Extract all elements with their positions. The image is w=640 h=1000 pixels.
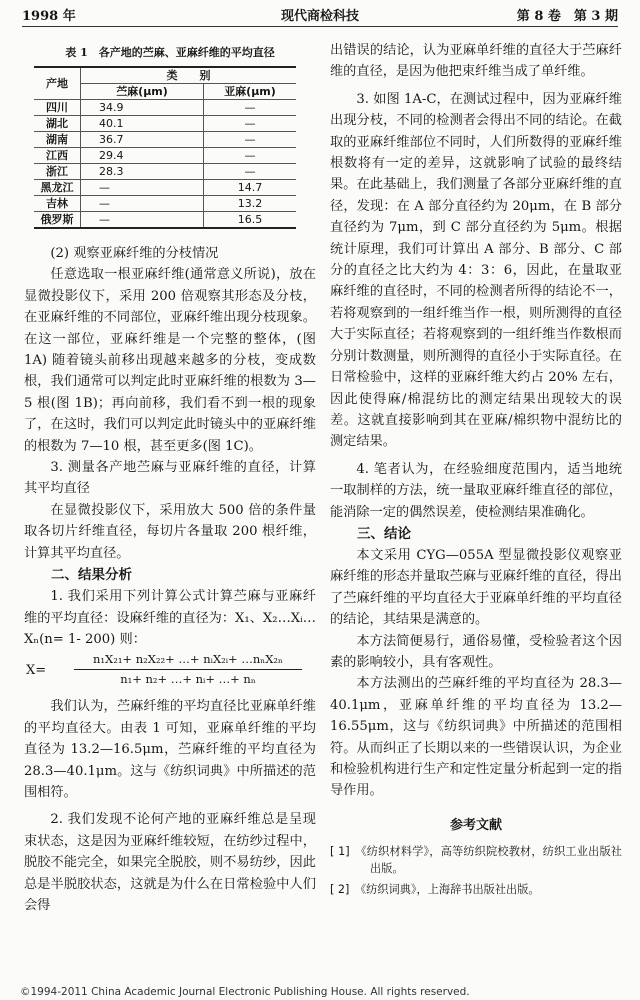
table-row: 黑龙江 — 14.7 xyxy=(34,180,296,196)
section-heading: 二、结果分析 xyxy=(51,567,132,584)
table-row: 俄罗斯 — 16.5 xyxy=(34,212,296,229)
header-issue: 第 8 卷 第 3 期 xyxy=(516,9,618,24)
table-head-origin: 产地 xyxy=(34,67,81,100)
body-paragraph: 任意选取一根亚麻纤维(通常意义所说)，放在显微投影仪下，采用 200 倍观察其形态及分枝，在亚麻纤维的不同部位，亚麻纤维出现分枝现象。在这一部位，亚麻纤维是一个完整的整体，(图 1A) 随着镜头前移出现越来越多的分枝，变成数根，我们通常可以判定此时亚麻纤维的根数为 3—5 根(图 1B)；再向前移，我们看不到一根的现象了，在这时，我们可以判定此时镜头中的亚麻纤维的根数为 7—10 根，甚至更多(图 1C)。 xyxy=(24,267,316,454)
formula-denominator: n₁+ n₂+ …+ nᵢ+ …+ nₙ xyxy=(120,672,256,687)
table-head-category: 类 别 xyxy=(81,67,297,84)
header-rule xyxy=(22,26,618,27)
numbered-item: 4. 笔者认为，在经验细度范围内，适当地统一取制样的方法，统一量取亚麻纤维直径的部位，能消除一定的偶然误差，使检测结果准确化。 xyxy=(330,461,622,520)
table-caption: 表 1 各产地的苎麻、亚麻纤维的平均直径 xyxy=(65,46,275,59)
reference-item: [ 2] 《纺织词典》，上海辞书出版社出版。 xyxy=(330,882,540,896)
header-journal: 现代商检科技 xyxy=(280,9,359,24)
reference-item: [ 1] 《纺织材料学》，高等纺织院校教材，纺织工业出版社出版。 xyxy=(330,844,622,875)
numbered-item: 2. 我们发现不论何产地的亚麻纤维总是呈现束状态，这是因为亚麻纤维较短，在纺纱过程中，脱胶不能完全，如果完全脱胶，则不易纺纱，因此总是半脱胶状态，这就是为什么在日常检验中人们会得 xyxy=(24,812,316,913)
numbered-item: 3. 如图 1A-C，在测试过程中，因为亚麻纤维出现分枝，不同的检测者会得出不同的结论。在截取的亚麻纤维部位不同时，人们所数得的亚麻纤维根数将有一定的差异，这就影响了试验的最终结果。在此基础上，我们测量了各部分亚麻纤维的直径，发现：在 A 部分直径约为 20μm，在 B 部分直径约为 7μm，到 C 部分直径约为 5μm。根据统计原理，我们可计算出 A 部分、B 部分、C 部分的直径之比大约为 4：3：6，因此，在量取亚麻纤维的直径时，不同的检测者所得的结论不一，若将观察到的一组纤维当作一根，则所测得的直径大于实际直径；若将观察到的一组纤维当作数根而分别计数测量，则所测得的直径小于实际直径。在日常检验中，这样的亚麻纤维大约占 20% 左右，因此使得麻/棉混纺比的测定结果出现较大的误差。这就直接影响到其在亚麻/棉织物中混纺比的测定结果。 xyxy=(330,91,622,450)
fiber-diameter-table xyxy=(34,66,296,229)
section-heading: 三、结论 xyxy=(357,525,411,542)
table-head-flax: 亚麻(μm) xyxy=(204,84,297,100)
copyright-footer: ©1994-2011 China Academic Journal Electronic Publishing House. All rights reserved. xyxy=(20,986,470,998)
references-heading: 参考文献 xyxy=(449,817,502,833)
table-row: 吉林 — 13.2 xyxy=(34,196,296,212)
right-column xyxy=(330,40,622,902)
formula-numerator: n₁X₂₁+ n₂X₂₂+ …+ nᵢX₂ᵢ+ …nₙX₂ₙ xyxy=(93,652,283,667)
body-paragraph: 出错误的结论，认为亚麻单纤维的直径大于苎麻纤维的直径，是因为他把束纤维当成了单纤维。 xyxy=(330,43,622,80)
body-paragraph: 本文采用 CYG—055A 型显微投影仪观察亚麻纤维的形态并量取苎麻与亚麻纤维的直径，得出了苎麻纤维的平均直径大于亚麻单纤维的平均直径的结论，其结果是满意的。 xyxy=(330,547,622,628)
header-year: 1998 年 xyxy=(22,9,76,24)
body-paragraph: 在显微投影仪下，采用放大 500 倍的条件量取各切片纤维直径，每切片各量取 200 根纤维，计算其平均直径。 xyxy=(24,502,316,561)
body-paragraph: 本方法简便易行，通俗易懂，受检验者这个因素的影响较小，具有客观性。 xyxy=(330,633,622,670)
left-column xyxy=(24,40,316,916)
table-row: 湖南 36.7 — xyxy=(34,132,296,148)
body-paragraph: 我们认为，苎麻纤维的平均直径比亚麻单纤维的平均直径大。由表 1 可知，亚麻单纤维的平均直径为 13.2—16.5μm，苎麻纤维的平均直径为 28.3—40.1μm。这与《纺织词典》中所描述的范围相符。 xyxy=(24,699,316,800)
table-row: 浙江 28.3 — xyxy=(34,164,296,180)
mean-diameter-formula xyxy=(24,652,316,690)
numbered-item: 1. 我们采用下列计算公式计算苎麻与亚麻纤维的平均直径：设麻纤维的直径为：X₁、X₂…Xᵢ…Xₙ(n= 1- 200) 则： xyxy=(24,589,316,647)
numbered-item: 3. 测量各产地苎麻与亚麻纤维的直径，计算其平均直径 xyxy=(24,460,316,497)
formula-lhs: X= xyxy=(26,663,47,679)
table-row: 四川 34.9 — xyxy=(34,100,296,116)
body-paragraph: 本方法测出的苎麻纤维的平均直径为 28.3—40.1μm，亚麻单纤维的平均直径为 13.2—16.55μm，这与《纺织词典》中所描述的范围相符。从而纠正了长期以来的一些错误认识，为企业和检验机构进行生产和定性定量分析起到一定的指导作用。 xyxy=(330,676,622,799)
subsection-heading: (2) 观察亚麻纤维的分枝情况 xyxy=(50,246,219,261)
fraction-bar xyxy=(74,669,302,670)
table-row: 江西 29.4 — xyxy=(34,148,296,164)
table-row: 湖北 40.1 — xyxy=(34,116,296,132)
table-head-ramie: 苎麻(μm) xyxy=(81,84,204,100)
